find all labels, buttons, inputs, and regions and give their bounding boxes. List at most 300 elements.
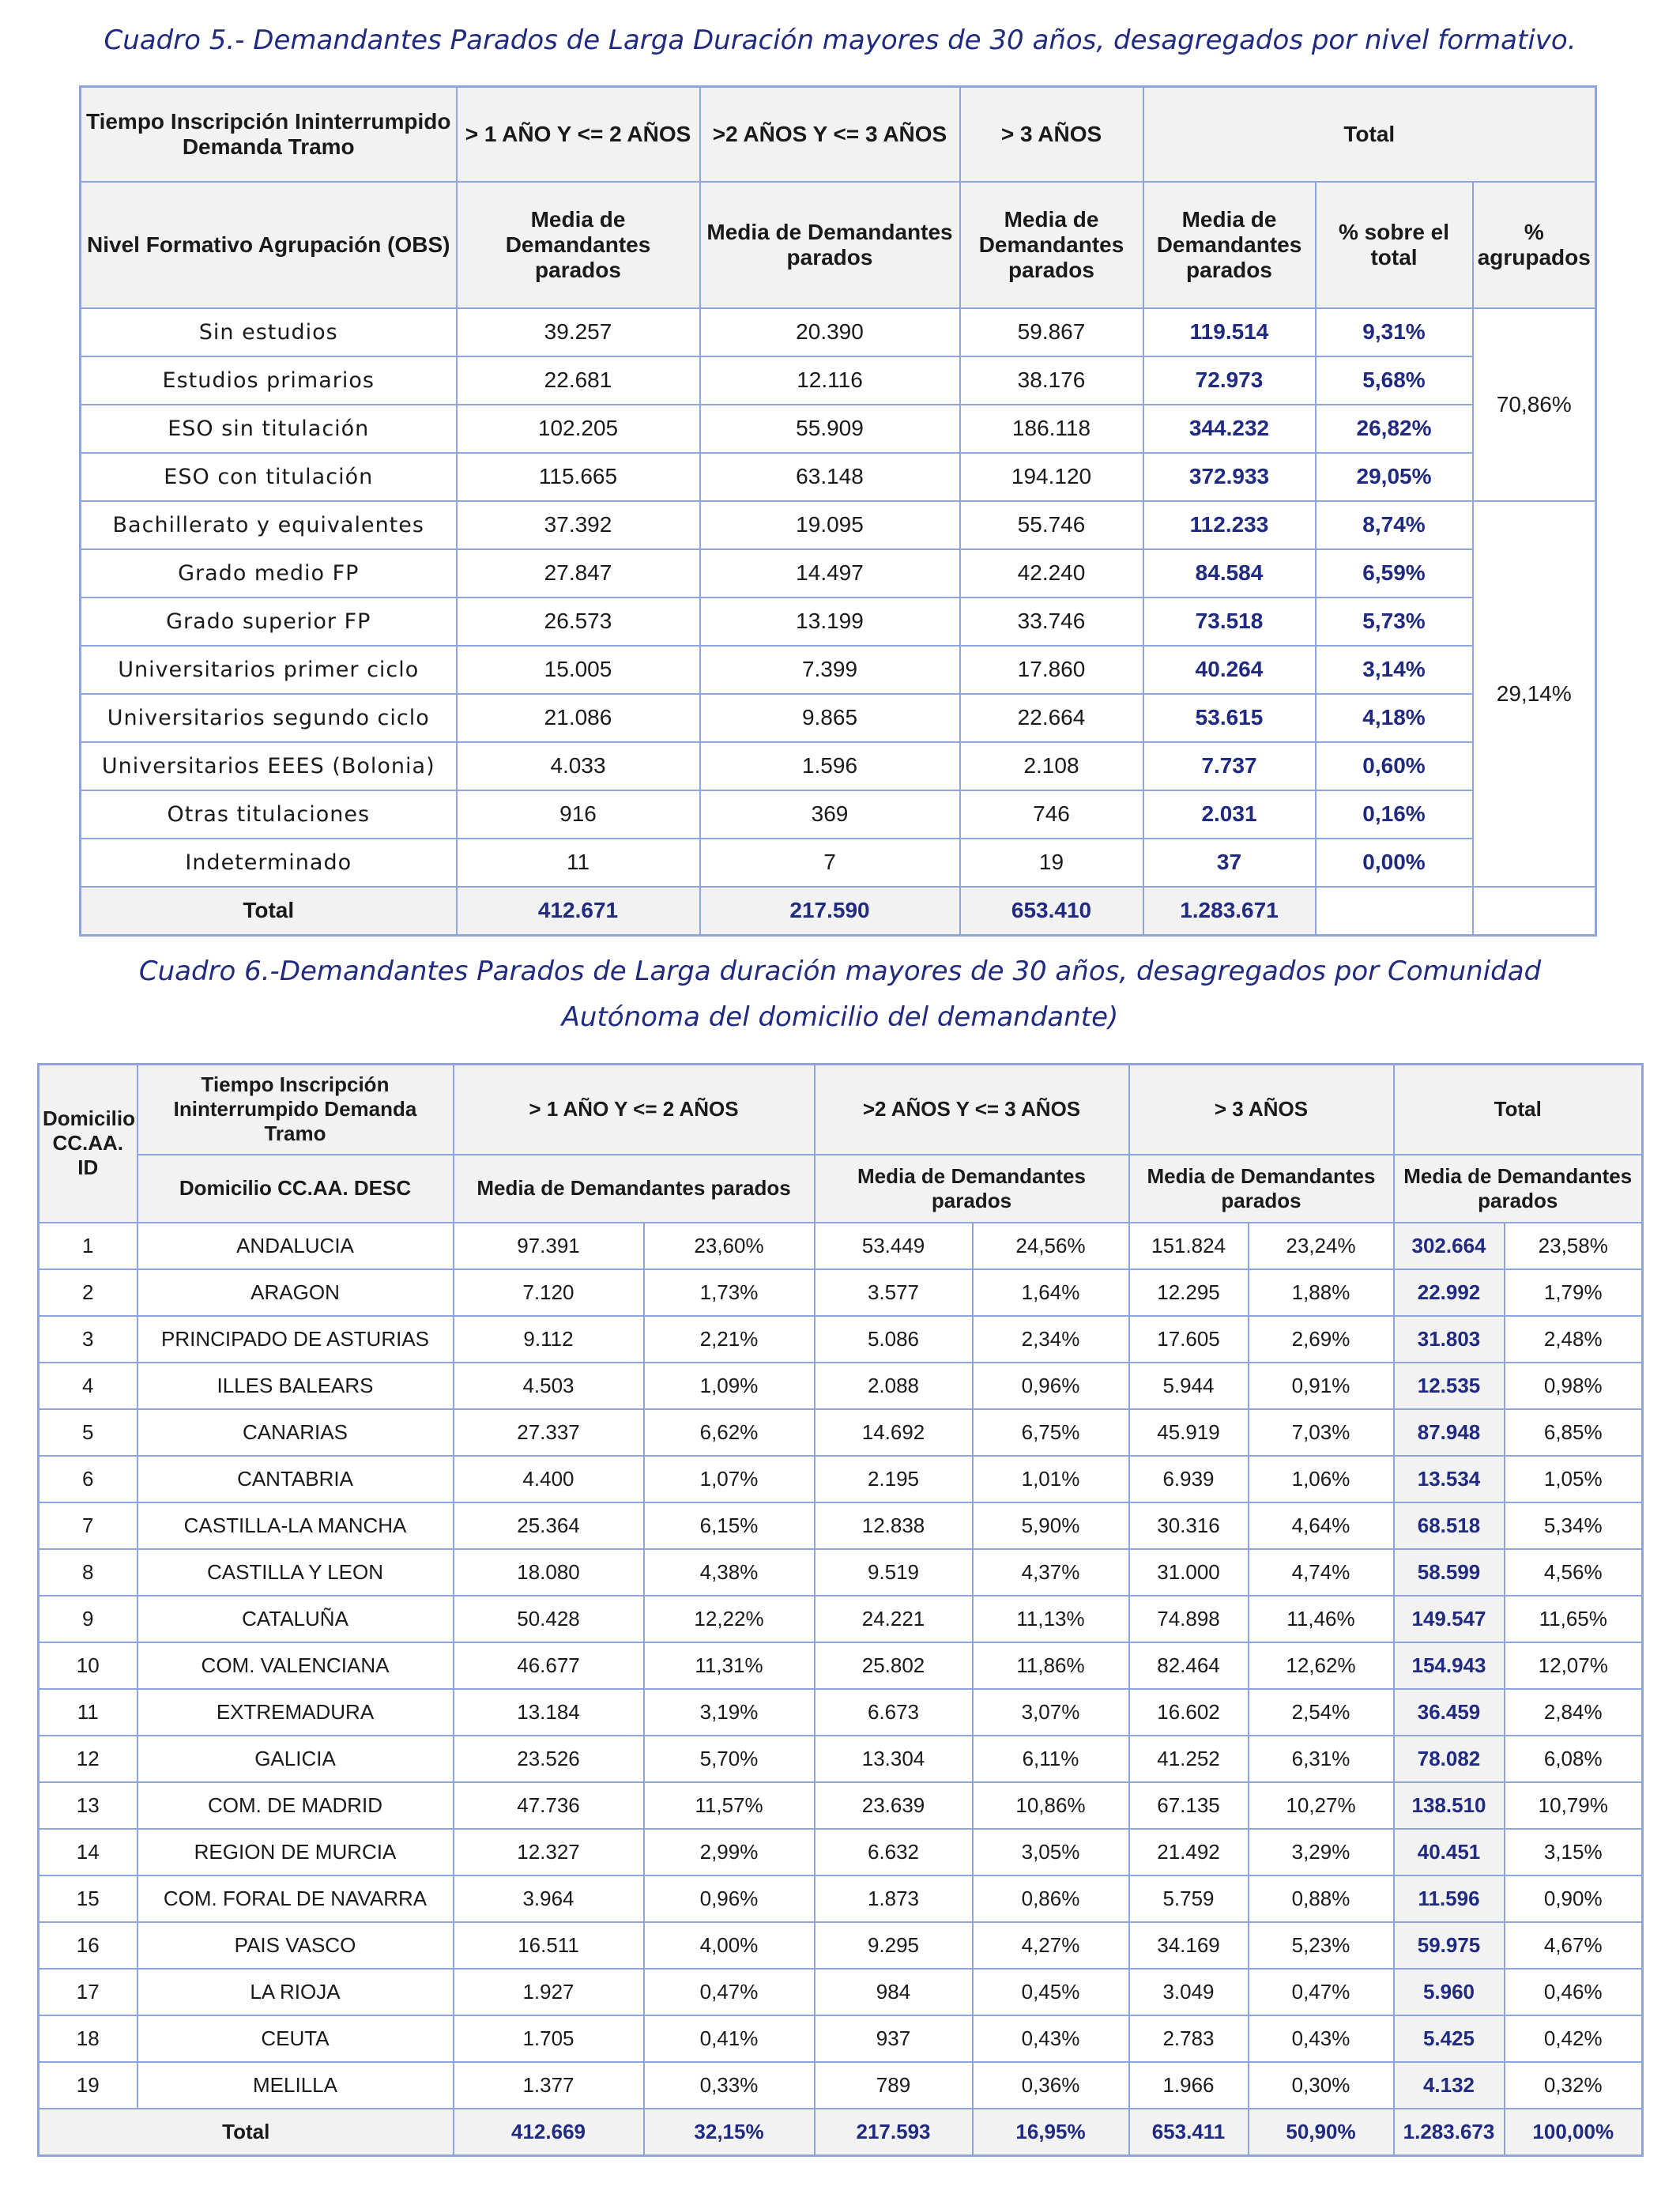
t6-v3: 5.944 — [1129, 1363, 1249, 1409]
t6-id: 17 — [39, 1969, 137, 2015]
t6-p3: 12,62% — [1249, 1642, 1394, 1689]
t6-header-media1: Media de Demandantes parados — [454, 1155, 815, 1223]
t5-val-c: 33.746 — [960, 598, 1143, 646]
t6-pt: 0,98% — [1505, 1363, 1643, 1409]
t6-id: 13 — [39, 1782, 137, 1829]
t6-v2: 6.632 — [815, 1829, 973, 1875]
t5-val-total: 119.514 — [1143, 308, 1316, 356]
t6-id: 6 — [39, 1456, 137, 1502]
table6-title — [0, 948, 1680, 1040]
t6-v3: 17.605 — [1129, 1316, 1249, 1363]
table-row — [39, 1782, 1643, 1829]
table-row — [81, 356, 1596, 405]
t6-total-label: Total — [39, 2109, 454, 2156]
t5-val-b: 12.116 — [700, 356, 960, 405]
t5-val-a: 21.086 — [457, 694, 700, 742]
t6-v3: 12.295 — [1129, 1269, 1249, 1316]
t6-pt: 2,48% — [1505, 1316, 1643, 1363]
t6-v3: 74.898 — [1129, 1596, 1249, 1642]
t5-nivel: Estudios primarios — [81, 356, 457, 405]
t5-nivel: Bachillerato y equivalentes — [81, 501, 457, 549]
t5-val-total: 344.232 — [1143, 405, 1316, 453]
t6-vt: 36.459 — [1394, 1689, 1505, 1736]
t6-v1: 7.120 — [454, 1269, 644, 1316]
t6-v1: 18.080 — [454, 1549, 644, 1596]
t5-val-a: 37.392 — [457, 501, 700, 549]
t6-p1: 0,47% — [644, 1969, 815, 2015]
t6-p2: 0,86% — [973, 1875, 1129, 1922]
t5-header-media2: Media de Demandantes parados — [700, 182, 960, 308]
t6-v2: 3.577 — [815, 1269, 973, 1316]
t6-header-total: Total — [1394, 1065, 1643, 1155]
t6-p1: 2,21% — [644, 1316, 815, 1363]
t6-p3: 0,91% — [1249, 1363, 1394, 1409]
t6-p3: 6,31% — [1249, 1736, 1394, 1782]
table-row — [81, 646, 1596, 694]
t5-header-tramo2: >2 AÑOS Y <= 3 AÑOS — [700, 87, 960, 182]
t6-p2: 4,37% — [973, 1549, 1129, 1596]
t5-val-c: 194.120 — [960, 453, 1143, 501]
t6-p1: 11,31% — [644, 1642, 815, 1689]
t6-p2: 4,27% — [973, 1922, 1129, 1969]
table6-title-line1: Cuadro 6.-Demandantes Parados de Larga duración mayores de 30 años, desagregados por Comunidad — [138, 956, 1542, 987]
t5-val-pct: 3,14% — [1316, 646, 1473, 694]
t6-v2: 14.692 — [815, 1409, 973, 1456]
t6-v1: 23.526 — [454, 1736, 644, 1782]
t6-p1: 1,73% — [644, 1269, 815, 1316]
t6-v3: 30.316 — [1129, 1502, 1249, 1549]
t6-header-media2: Media de Demandantes parados — [815, 1155, 1129, 1223]
t6-pt: 3,15% — [1505, 1829, 1643, 1875]
table-row — [39, 2015, 1643, 2062]
t5-val-c: 746 — [960, 790, 1143, 839]
t6-name: REGION DE MURCIA — [137, 1829, 454, 1875]
t6-vt: 59.975 — [1394, 1922, 1505, 1969]
t6-p3: 2,54% — [1249, 1689, 1394, 1736]
t6-vt: 154.943 — [1394, 1642, 1505, 1689]
t5-val-pct: 6,59% — [1316, 549, 1473, 598]
t5-header-agrupados: % agrupados — [1473, 182, 1596, 308]
t6-id: 10 — [39, 1642, 137, 1689]
t6-vt: 5.960 — [1394, 1969, 1505, 2015]
t5-agrupado-2: 29,14% — [1473, 501, 1596, 887]
t6-p3: 3,29% — [1249, 1829, 1394, 1875]
t5-val-c: 38.176 — [960, 356, 1143, 405]
t6-p2: 11,13% — [973, 1596, 1129, 1642]
t5-val-a: 15.005 — [457, 646, 700, 694]
t6-pt: 10,79% — [1505, 1782, 1643, 1829]
t6-p2: 6,11% — [973, 1736, 1129, 1782]
t5-val-pct: 26,82% — [1316, 405, 1473, 453]
t5-val-pct: 0,00% — [1316, 839, 1473, 887]
t6-total-v2: 217.593 — [815, 2109, 973, 2156]
t6-v1: 97.391 — [454, 1223, 644, 1269]
t6-v1: 1.377 — [454, 2062, 644, 2109]
t5-nivel: Indeterminado — [81, 839, 457, 887]
table6-title-line2: Autónoma del domicilio del demandante) — [561, 1001, 1119, 1033]
t5-header-tramo3: > 3 AÑOS — [960, 87, 1143, 182]
t6-v1: 1.927 — [454, 1969, 644, 2015]
t6-vt: 78.082 — [1394, 1736, 1505, 1782]
t5-val-pct: 8,74% — [1316, 501, 1473, 549]
t6-p2: 0,96% — [973, 1363, 1129, 1409]
table-row — [39, 1689, 1643, 1736]
t6-p1: 0,96% — [644, 1875, 815, 1922]
t6-header-tramo1: > 1 AÑO Y <= 2 AÑOS — [454, 1065, 815, 1155]
t5-val-total: 73.518 — [1143, 598, 1316, 646]
t5-header-tiempo: Tiempo Inscripción Ininterrumpido Demanda Tramo — [81, 87, 457, 182]
t6-p1: 3,19% — [644, 1689, 815, 1736]
t6-v2: 2.195 — [815, 1456, 973, 1502]
t5-val-b: 9.865 — [700, 694, 960, 742]
t5-val-a: 39.257 — [457, 308, 700, 356]
t6-p1: 1,09% — [644, 1363, 815, 1409]
t5-total-empty-pct — [1316, 887, 1473, 936]
table-row — [39, 1223, 1643, 1269]
t5-val-total: 7.737 — [1143, 742, 1316, 790]
t6-name: ARAGON — [137, 1269, 454, 1316]
t6-v2: 13.304 — [815, 1736, 973, 1782]
t6-vt: 31.803 — [1394, 1316, 1505, 1363]
t6-p1: 1,07% — [644, 1456, 815, 1502]
t6-p1: 4,00% — [644, 1922, 815, 1969]
t6-v3: 41.252 — [1129, 1736, 1249, 1782]
t6-header-media3: Media de Demandantes parados — [1129, 1155, 1394, 1223]
table-row — [39, 1363, 1643, 1409]
t5-header-pct: % sobre el total — [1316, 182, 1473, 308]
t6-v2: 23.639 — [815, 1782, 973, 1829]
t6-v2: 2.088 — [815, 1363, 973, 1409]
t6-header-id: Domicilio CC.AA. ID — [39, 1065, 137, 1223]
table-row — [81, 308, 1596, 356]
t5-val-b: 63.148 — [700, 453, 960, 501]
t6-v3: 3.049 — [1129, 1969, 1249, 2015]
t6-name: GALICIA — [137, 1736, 454, 1782]
t6-v1: 1.705 — [454, 2015, 644, 2062]
table-row — [81, 549, 1596, 598]
t6-p1: 6,15% — [644, 1502, 815, 1549]
t5-nivel: Grado medio FP — [81, 549, 457, 598]
t6-id: 16 — [39, 1922, 137, 1969]
t6-v2: 789 — [815, 2062, 973, 2109]
t5-header-media4: Media de Demandantes parados — [1143, 182, 1316, 308]
t6-v2: 9.295 — [815, 1922, 973, 1969]
t6-id: 12 — [39, 1736, 137, 1782]
t6-total-p1: 32,15% — [644, 2109, 815, 2156]
t5-val-total: 372.933 — [1143, 453, 1316, 501]
table-row — [39, 1736, 1643, 1782]
t6-p2: 1,01% — [973, 1456, 1129, 1502]
t5-header-tramo1: > 1 AÑO Y <= 2 AÑOS — [457, 87, 700, 182]
t6-vt: 5.425 — [1394, 2015, 1505, 2062]
t5-val-a: 22.681 — [457, 356, 700, 405]
t6-v3: 21.492 — [1129, 1829, 1249, 1875]
table-row — [81, 598, 1596, 646]
t5-nivel: ESO con titulación — [81, 453, 457, 501]
t6-p2: 2,34% — [973, 1316, 1129, 1363]
t6-v1: 4.400 — [454, 1456, 644, 1502]
t6-pt: 5,34% — [1505, 1502, 1643, 1549]
t5-total-total: 1.283.671 — [1143, 887, 1316, 936]
t6-p1: 12,22% — [644, 1596, 815, 1642]
t5-val-pct: 5,68% — [1316, 356, 1473, 405]
t5-val-total: 72.973 — [1143, 356, 1316, 405]
t6-p3: 4,74% — [1249, 1549, 1394, 1596]
t6-header-desc: Domicilio CC.AA. DESC — [137, 1155, 454, 1223]
t6-p3: 0,47% — [1249, 1969, 1394, 2015]
t6-v2: 25.802 — [815, 1642, 973, 1689]
t6-p2: 6,75% — [973, 1409, 1129, 1456]
t6-id: 2 — [39, 1269, 137, 1316]
t6-vt: 40.451 — [1394, 1829, 1505, 1875]
t6-p1: 6,62% — [644, 1409, 815, 1456]
t6-v2: 1.873 — [815, 1875, 973, 1922]
t6-v3: 82.464 — [1129, 1642, 1249, 1689]
t6-vt: 149.547 — [1394, 1596, 1505, 1642]
t5-nivel: Universitarios segundo ciclo — [81, 694, 457, 742]
t6-pt: 12,07% — [1505, 1642, 1643, 1689]
t6-v1: 13.184 — [454, 1689, 644, 1736]
t5-val-c: 59.867 — [960, 308, 1143, 356]
t6-pt: 11,65% — [1505, 1596, 1643, 1642]
table-row — [81, 405, 1596, 453]
t6-v2: 984 — [815, 1969, 973, 2015]
t5-val-pct: 9,31% — [1316, 308, 1473, 356]
t6-v2: 9.519 — [815, 1549, 973, 1596]
table-row — [39, 1316, 1643, 1363]
t6-pt: 1,79% — [1505, 1269, 1643, 1316]
t6-total-vt: 1.283.673 — [1394, 2109, 1505, 2156]
t6-p1: 0,33% — [644, 2062, 815, 2109]
table-row — [39, 1875, 1643, 1922]
t5-header-nivel: Nivel Formativo Agrupación (OBS) — [81, 182, 457, 308]
t6-name: ILLES BALEARS — [137, 1363, 454, 1409]
t6-name: COM. DE MADRID — [137, 1782, 454, 1829]
t5-nivel: ESO sin titulación — [81, 405, 457, 453]
t5-val-b: 7.399 — [700, 646, 960, 694]
t5-total-a: 412.671 — [457, 887, 700, 936]
t5-val-b: 19.095 — [700, 501, 960, 549]
t5-val-a: 26.573 — [457, 598, 700, 646]
t5-val-c: 17.860 — [960, 646, 1143, 694]
t6-vt: 22.992 — [1394, 1269, 1505, 1316]
t6-v1: 12.327 — [454, 1829, 644, 1875]
t6-p3: 7,03% — [1249, 1409, 1394, 1456]
t6-v2: 937 — [815, 2015, 973, 2062]
t6-v3: 6.939 — [1129, 1456, 1249, 1502]
t6-v3: 31.000 — [1129, 1549, 1249, 1596]
t6-header-tramo3: > 3 AÑOS — [1129, 1065, 1394, 1155]
table-row — [39, 1549, 1643, 1596]
t6-v1: 4.503 — [454, 1363, 644, 1409]
t6-vt: 138.510 — [1394, 1782, 1505, 1829]
t5-nivel: Sin estudios — [81, 308, 457, 356]
t6-id: 19 — [39, 2062, 137, 2109]
t5-val-pct: 0,16% — [1316, 790, 1473, 839]
t6-p3: 10,27% — [1249, 1782, 1394, 1829]
t6-v1: 3.964 — [454, 1875, 644, 1922]
t6-header-tiempo: Tiempo Inscripción Ininterrumpido Demanda Tramo — [137, 1065, 454, 1155]
t5-val-a: 4.033 — [457, 742, 700, 790]
table-row — [39, 1409, 1643, 1456]
t6-pt: 0,90% — [1505, 1875, 1643, 1922]
t5-val-b: 1.596 — [700, 742, 960, 790]
t6-id: 9 — [39, 1596, 137, 1642]
t6-id: 18 — [39, 2015, 137, 2062]
t6-v3: 2.783 — [1129, 2015, 1249, 2062]
t6-p2: 5,90% — [973, 1502, 1129, 1549]
t5-val-pct: 29,05% — [1316, 453, 1473, 501]
t6-v3: 67.135 — [1129, 1782, 1249, 1829]
t5-val-total: 2.031 — [1143, 790, 1316, 839]
t6-p3: 0,88% — [1249, 1875, 1394, 1922]
table5-title: Cuadro 5.- Demandantes Parados de Larga Duración mayores de 30 años, desagregados por nivel formativo. — [104, 25, 1576, 56]
t5-val-c: 55.746 — [960, 501, 1143, 549]
t5-val-total: 40.264 — [1143, 646, 1316, 694]
t6-p1: 23,60% — [644, 1223, 815, 1269]
t6-name: CASTILLA-LA MANCHA — [137, 1502, 454, 1549]
t6-header-media4: Media de Demandantes parados — [1394, 1155, 1643, 1223]
t6-name: MELILLA — [137, 2062, 454, 2109]
t5-nivel: Otras titulaciones — [81, 790, 457, 839]
t6-vt: 11.596 — [1394, 1875, 1505, 1922]
t6-v3: 45.919 — [1129, 1409, 1249, 1456]
t6-total-v1: 412.669 — [454, 2109, 644, 2156]
t5-val-total: 53.615 — [1143, 694, 1316, 742]
t6-v2: 5.086 — [815, 1316, 973, 1363]
t6-v3: 1.966 — [1129, 2062, 1249, 2109]
t5-val-c: 22.664 — [960, 694, 1143, 742]
t6-v1: 47.736 — [454, 1782, 644, 1829]
t6-vt: 12.535 — [1394, 1363, 1505, 1409]
table-row — [39, 1456, 1643, 1502]
table-row — [39, 1596, 1643, 1642]
t6-v1: 50.428 — [454, 1596, 644, 1642]
t5-val-c: 19 — [960, 839, 1143, 887]
t6-total-p3: 50,90% — [1249, 2109, 1394, 2156]
t6-p3: 4,64% — [1249, 1502, 1394, 1549]
t6-v3: 16.602 — [1129, 1689, 1249, 1736]
t5-val-b: 13.199 — [700, 598, 960, 646]
t5-val-c: 186.118 — [960, 405, 1143, 453]
t6-vt: 302.664 — [1394, 1223, 1505, 1269]
t5-val-c: 2.108 — [960, 742, 1143, 790]
table-row — [39, 1969, 1643, 2015]
t5-val-a: 916 — [457, 790, 700, 839]
t6-p2: 24,56% — [973, 1223, 1129, 1269]
t5-nivel: Universitarios EEES (Bolonia) — [81, 742, 457, 790]
t6-p3: 1,06% — [1249, 1456, 1394, 1502]
t6-id: 8 — [39, 1549, 137, 1596]
t6-vt: 87.948 — [1394, 1409, 1505, 1456]
t6-v1: 16.511 — [454, 1922, 644, 1969]
t6-pt: 4,56% — [1505, 1549, 1643, 1596]
t6-p1: 11,57% — [644, 1782, 815, 1829]
t6-v2: 24.221 — [815, 1596, 973, 1642]
t5-header-media1: Media de Demandantes parados — [457, 182, 700, 308]
t6-p3: 0,30% — [1249, 2062, 1394, 2109]
t6-id: 7 — [39, 1502, 137, 1549]
t6-v2: 6.673 — [815, 1689, 973, 1736]
t5-val-total: 37 — [1143, 839, 1316, 887]
t6-id: 15 — [39, 1875, 137, 1922]
t5-header-media3: Media de Demandantes parados — [960, 182, 1143, 308]
t6-v3: 34.169 — [1129, 1922, 1249, 1969]
t6-id: 11 — [39, 1689, 137, 1736]
table-row — [39, 1922, 1643, 1969]
t5-total-empty-agr — [1473, 887, 1596, 936]
t6-pt: 23,58% — [1505, 1223, 1643, 1269]
t6-p3: 11,46% — [1249, 1596, 1394, 1642]
t6-vt: 4.132 — [1394, 2062, 1505, 2109]
t6-total-v3: 653.411 — [1129, 2109, 1249, 2156]
t6-p2: 10,86% — [973, 1782, 1129, 1829]
t5-nivel: Grado superior FP — [81, 598, 457, 646]
t6-name: CANTABRIA — [137, 1456, 454, 1502]
t5-val-a: 115.665 — [457, 453, 700, 501]
t6-pt: 6,85% — [1505, 1409, 1643, 1456]
t6-v1: 46.677 — [454, 1642, 644, 1689]
t5-header-total: Total — [1143, 87, 1596, 182]
t6-name: CEUTA — [137, 2015, 454, 2062]
t5-val-c: 42.240 — [960, 549, 1143, 598]
table-row — [81, 839, 1596, 887]
t6-p3: 23,24% — [1249, 1223, 1394, 1269]
t6-p3: 5,23% — [1249, 1922, 1394, 1969]
t5-total-label: Total — [81, 887, 457, 936]
t6-id: 3 — [39, 1316, 137, 1363]
t5-val-a: 27.847 — [457, 549, 700, 598]
table-row — [81, 742, 1596, 790]
t6-p2: 3,05% — [973, 1829, 1129, 1875]
t6-p1: 2,99% — [644, 1829, 815, 1875]
table-row — [81, 790, 1596, 839]
t6-name: EXTREMADURA — [137, 1689, 454, 1736]
t5-val-b: 55.909 — [700, 405, 960, 453]
t6-p3: 1,88% — [1249, 1269, 1394, 1316]
t5-val-total: 84.584 — [1143, 549, 1316, 598]
table-row — [39, 1502, 1643, 1549]
t6-v2: 12.838 — [815, 1502, 973, 1549]
t5-val-a: 102.205 — [457, 405, 700, 453]
t5-val-b: 369 — [700, 790, 960, 839]
t6-p1: 4,38% — [644, 1549, 815, 1596]
t6-name: LA RIOJA — [137, 1969, 454, 2015]
t5-total-b: 217.590 — [700, 887, 960, 936]
t6-vt: 13.534 — [1394, 1456, 1505, 1502]
t6-id: 14 — [39, 1829, 137, 1875]
t6-v1: 9.112 — [454, 1316, 644, 1363]
t6-name: PAIS VASCO — [137, 1922, 454, 1969]
t6-total-pt: 100,00% — [1505, 2109, 1643, 2156]
t6-p1: 5,70% — [644, 1736, 815, 1782]
t6-name: ANDALUCIA — [137, 1223, 454, 1269]
table-row — [39, 1829, 1643, 1875]
t6-v2: 53.449 — [815, 1223, 973, 1269]
t6-id: 1 — [39, 1223, 137, 1269]
t6-pt: 2,84% — [1505, 1689, 1643, 1736]
t6-pt: 4,67% — [1505, 1922, 1643, 1969]
t5-val-b: 20.390 — [700, 308, 960, 356]
t6-p2: 0,45% — [973, 1969, 1129, 2015]
table6-comunidad-autonoma — [37, 1063, 1644, 2157]
table-row — [39, 1642, 1643, 1689]
t6-pt: 6,08% — [1505, 1736, 1643, 1782]
t6-v1: 25.364 — [454, 1502, 644, 1549]
table-row — [81, 501, 1596, 549]
t5-val-pct: 4,18% — [1316, 694, 1473, 742]
t6-pt: 0,32% — [1505, 2062, 1643, 2109]
